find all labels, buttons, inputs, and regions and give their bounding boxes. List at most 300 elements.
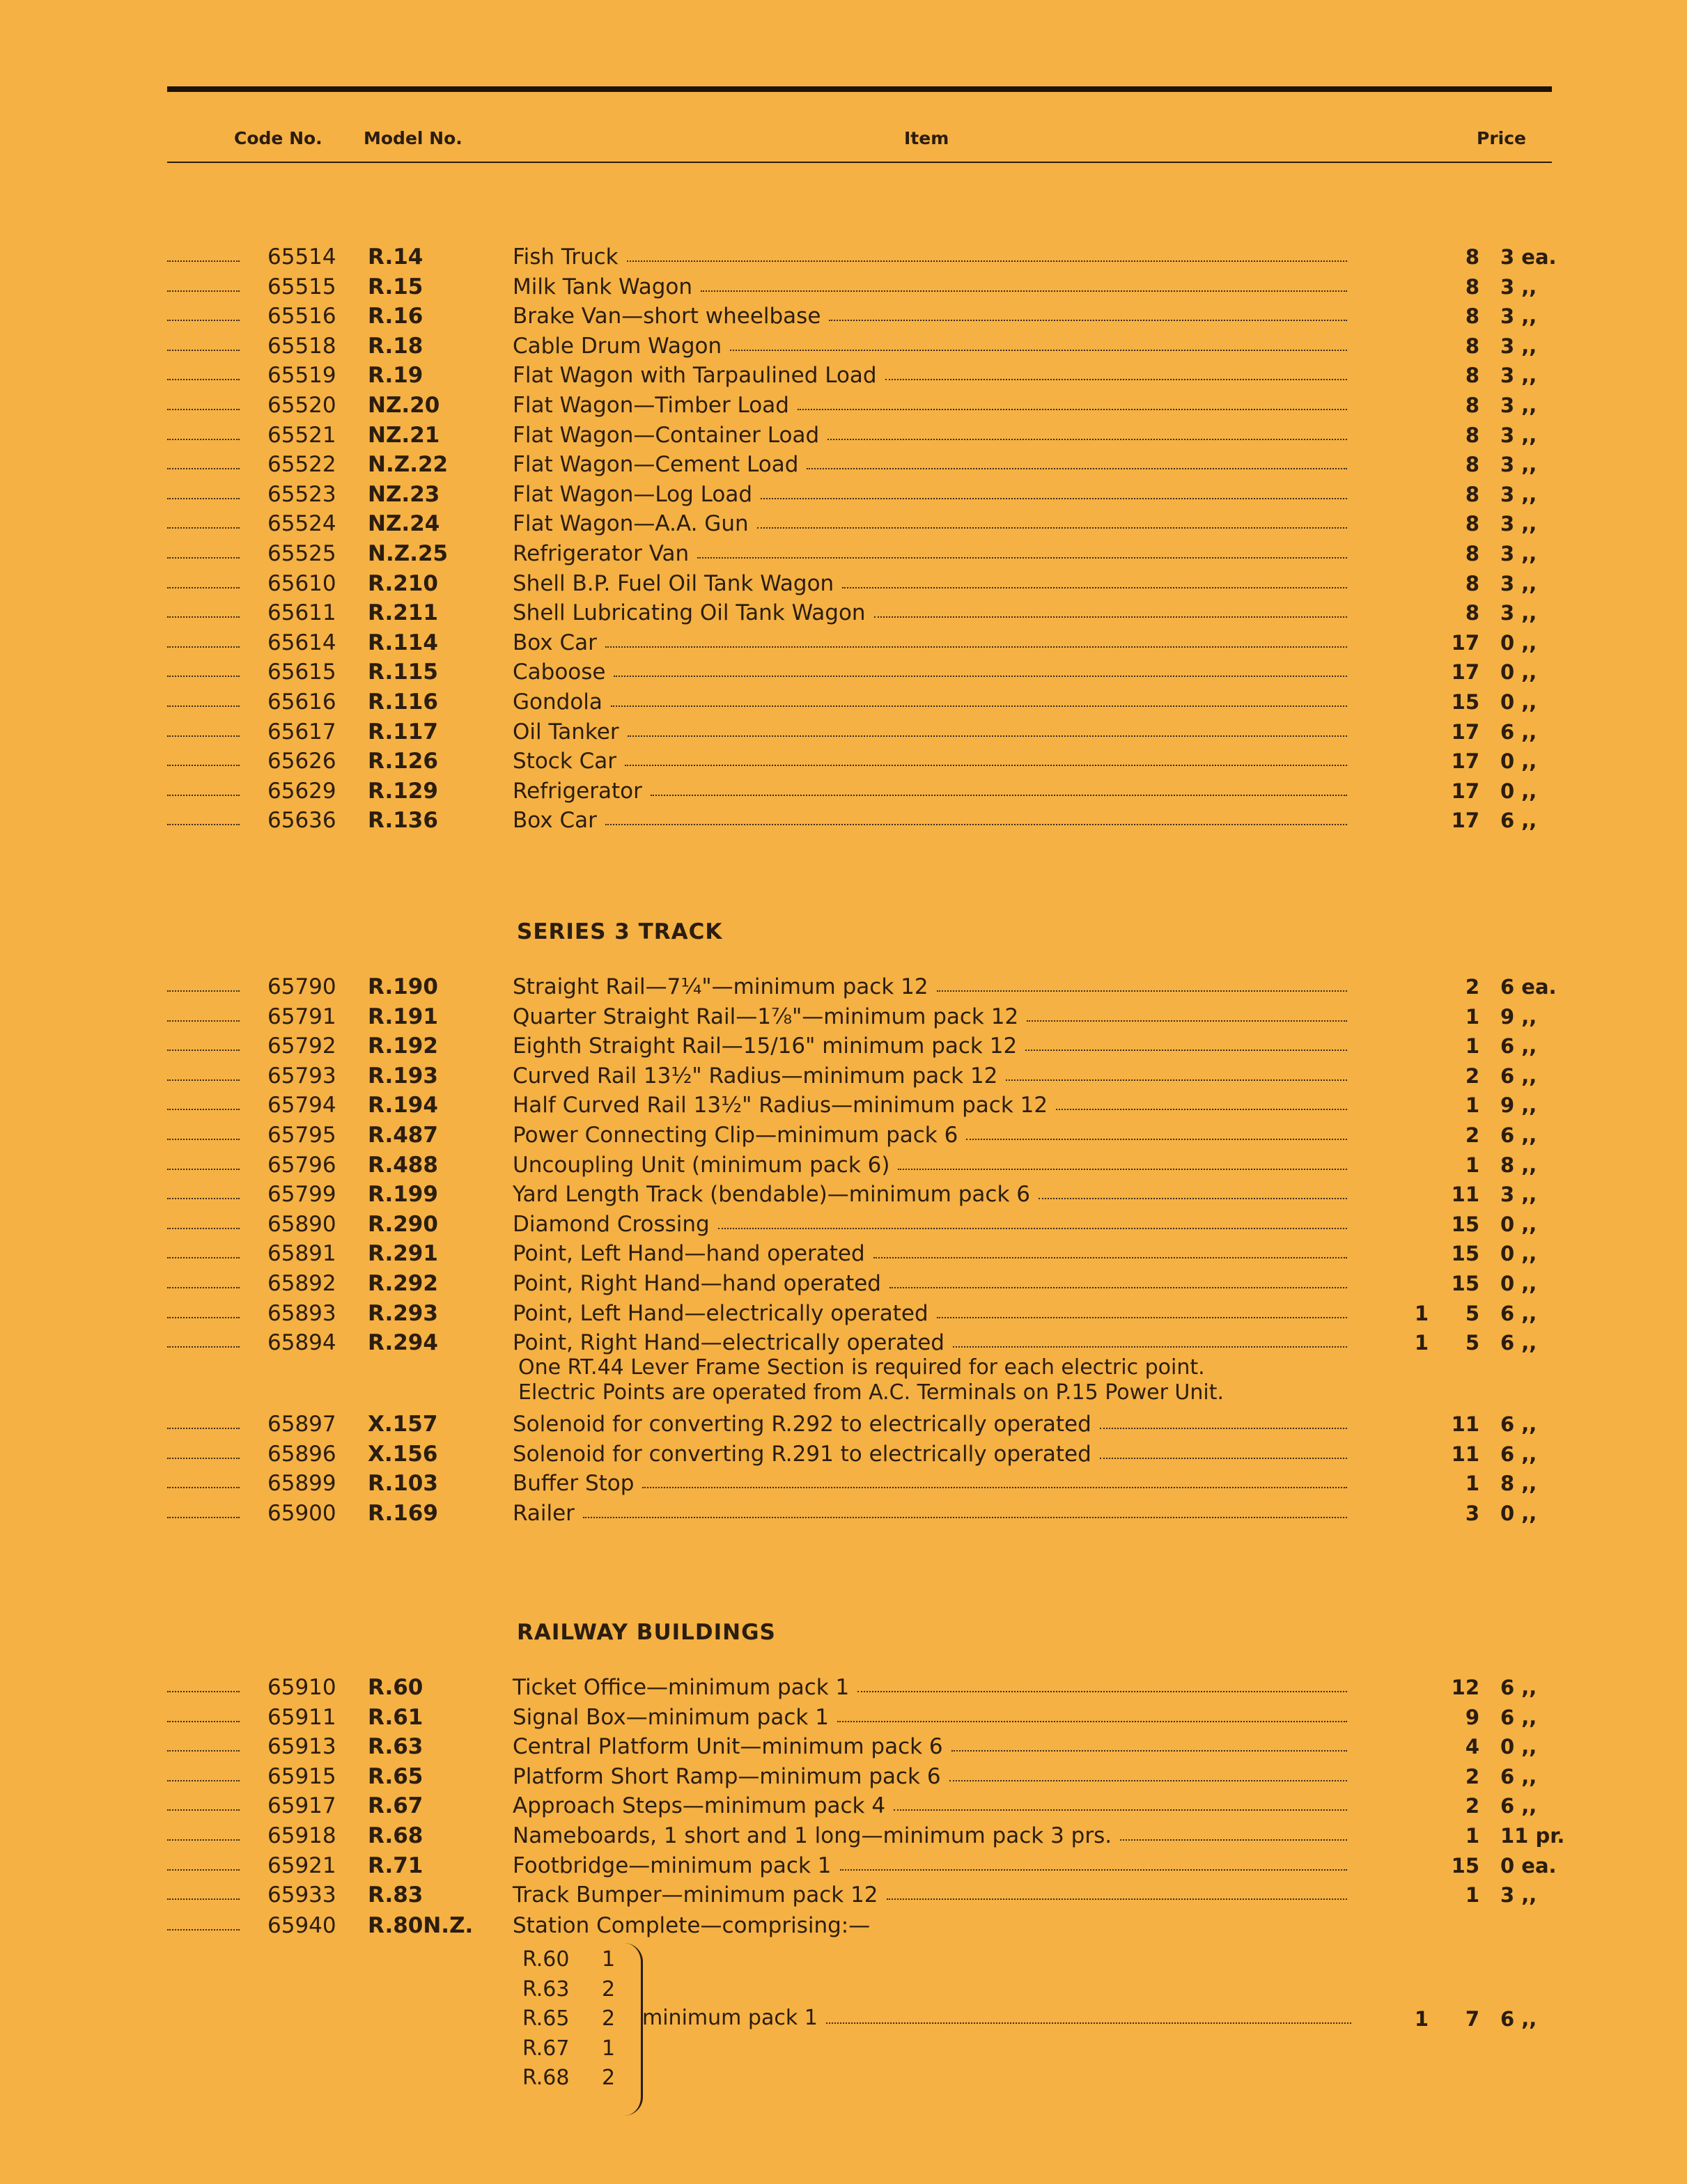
- order-qty-blank[interactable]: [167, 1911, 240, 1940]
- order-qty-blank[interactable]: [167, 1673, 240, 1702]
- order-qty-blank[interactable]: [167, 1328, 240, 1357]
- table-row: [0, 1410, 1687, 1439]
- code-no: 65790: [267, 974, 336, 999]
- component-qty: 2: [602, 1976, 616, 2002]
- item-text: Shell B.P. Fuel Oil Tank Wagon: [513, 569, 842, 598]
- order-qty-blank[interactable]: [167, 1791, 240, 1820]
- item-desc: [513, 777, 1347, 806]
- price-shillings: 15: [1451, 1212, 1479, 1236]
- item-text: Half Curved Rail 13½" Radius—minimum pack 12: [513, 1091, 1056, 1120]
- table-row: [0, 1469, 1687, 1498]
- table-row: [0, 421, 1687, 450]
- station-pack: minimum pack 1: [642, 2006, 818, 2030]
- order-qty-blank[interactable]: [167, 687, 240, 717]
- item-text: Quarter Straight Rail—1⅞"—minimum pack 12: [513, 1002, 1027, 1031]
- item-desc: [513, 1061, 1347, 1091]
- table-row: [0, 361, 1687, 390]
- dot-leader: [625, 747, 1347, 766]
- order-qty-blank[interactable]: [167, 1180, 240, 1209]
- item-text: Railer: [513, 1499, 583, 1528]
- price-pence: 9 ,,: [1500, 1004, 1537, 1029]
- table-row: [0, 657, 1687, 687]
- item-desc: [513, 1269, 1347, 1298]
- price-pence: 3 ,,: [1500, 453, 1537, 477]
- table-row: [0, 1121, 1687, 1150]
- price-pence: 0 ,,: [1500, 660, 1537, 685]
- table-row: [0, 1031, 1687, 1061]
- item-text: Fish Truck: [513, 242, 627, 272]
- price-pence: 6 ,,: [1500, 1442, 1537, 1466]
- price-shillings: 8: [1465, 512, 1479, 536]
- dot-leader: [937, 1299, 1347, 1318]
- dot-leader: [798, 391, 1347, 410]
- order-qty-blank[interactable]: [167, 1821, 240, 1850]
- price-pounds: 1: [1414, 1301, 1429, 1325]
- item-text: Central Platform Unit—minimum pack 6: [513, 1732, 951, 1761]
- table-row: [0, 302, 1687, 331]
- order-qty-blank[interactable]: [167, 569, 240, 598]
- code-no: 65518: [267, 333, 336, 359]
- table-row: [0, 391, 1687, 420]
- table-row: [0, 687, 1687, 717]
- item-text: Uncoupling Unit (minimum pack 6): [513, 1150, 898, 1180]
- table-row: [0, 272, 1687, 302]
- dot-leader: [605, 628, 1347, 648]
- price-shillings: 8: [1465, 542, 1479, 566]
- code-no: 65940: [267, 1913, 336, 1938]
- order-qty-blank[interactable]: [167, 1031, 240, 1061]
- price-pence: 0 ,,: [1500, 1735, 1537, 1759]
- code-no: 65616: [267, 689, 336, 715]
- model-no: R.194: [368, 1093, 438, 1118]
- table-row: [0, 1091, 1687, 1120]
- model-no: R.487: [368, 1123, 438, 1148]
- item-text: Flat Wagon with Tarpaulined Load: [513, 361, 885, 390]
- code-no: 65894: [267, 1330, 336, 1356]
- price-shillings: 17: [1451, 809, 1479, 833]
- price-shillings: 2: [1465, 1764, 1479, 1788]
- price-pence: 3 ,,: [1500, 571, 1537, 595]
- price-pence: 0 ,,: [1500, 1272, 1537, 1295]
- dot-leader: [949, 1762, 1347, 1781]
- item-desc: [513, 1499, 1347, 1528]
- price-pence: 6 ,,: [1500, 1063, 1537, 1088]
- table-row: [0, 539, 1687, 568]
- header-code: Code No.: [234, 128, 322, 148]
- price-shillings: 8: [1465, 334, 1479, 358]
- order-qty-blank[interactable]: [167, 450, 240, 479]
- code-no: 65636: [267, 808, 336, 834]
- order-qty-blank[interactable]: [167, 1210, 240, 1239]
- price-shillings: 1: [1465, 1004, 1479, 1029]
- table-row: [0, 1703, 1687, 1732]
- order-qty-blank[interactable]: [167, 1410, 240, 1439]
- order-qty-blank[interactable]: [167, 1299, 240, 1328]
- dot-leader: [837, 1703, 1347, 1722]
- price-pence: 9 ,,: [1500, 1093, 1537, 1118]
- code-no: 65910: [267, 1675, 336, 1700]
- price-pence: 6 ,,: [1500, 1301, 1537, 1325]
- item-text: Shell Lubricating Oil Tank Wagon: [513, 598, 874, 627]
- model-no: R.117: [368, 719, 438, 744]
- item-desc: [513, 332, 1347, 361]
- dot-leader: [605, 806, 1347, 825]
- dot-leader: [1025, 1031, 1347, 1051]
- item-desc: [513, 1239, 1347, 1268]
- item-desc: [513, 747, 1347, 776]
- dot-leader: [1039, 1180, 1347, 1199]
- price-pence: 3 ,,: [1500, 1883, 1537, 1908]
- dot-leader: [889, 1269, 1347, 1288]
- price-pence: 3 ,,: [1500, 274, 1537, 299]
- price-pence: 6 ,,: [1500, 1331, 1537, 1355]
- dot-leader: [1120, 1821, 1347, 1841]
- item-desc: [513, 242, 1347, 272]
- model-no: R.67: [368, 1793, 423, 1819]
- price-pence: 0 ,,: [1500, 749, 1537, 774]
- item-desc: [513, 450, 1347, 479]
- model-no: R.294: [368, 1330, 438, 1356]
- code-no: 65629: [267, 778, 336, 804]
- table-row: [0, 332, 1687, 361]
- dot-leader: [583, 1499, 1347, 1518]
- order-qty-blank[interactable]: [167, 391, 240, 420]
- item-desc: [513, 1673, 1347, 1702]
- station-price: [0, 2004, 1687, 2034]
- price-shillings: 8: [1465, 245, 1479, 269]
- model-no: R.14: [368, 244, 423, 270]
- item-text: Box Car: [513, 628, 605, 657]
- item-desc: [513, 272, 1347, 302]
- item-text: Signal Box—minimum pack 1: [513, 1703, 837, 1732]
- price-pence: 3 ,,: [1500, 512, 1537, 536]
- price-pence: 6 ,,: [1500, 1123, 1537, 1147]
- model-no: R.199: [368, 1182, 438, 1208]
- model-no: R.115: [368, 660, 438, 685]
- price-pence: 8 ,,: [1500, 1472, 1537, 1496]
- order-qty-blank[interactable]: [167, 1002, 240, 1031]
- price-shillings: 17: [1451, 749, 1479, 774]
- code-no: 65522: [267, 452, 336, 478]
- price-pence: 3 ,,: [1500, 334, 1537, 358]
- model-no: R.211: [368, 600, 438, 626]
- dot-leader: [628, 717, 1347, 737]
- table-row: [0, 1732, 1687, 1761]
- dot-leader: [642, 1469, 1347, 1488]
- order-qty-blank[interactable]: [167, 1061, 240, 1091]
- dot-leader: [807, 450, 1347, 469]
- order-qty-blank[interactable]: [167, 1269, 240, 1298]
- item-desc: [513, 1469, 1347, 1498]
- item-text: Point, Left Hand—electrically operated: [513, 1299, 937, 1328]
- price-shillings: 7: [1465, 2007, 1479, 2031]
- item-text: Cable Drum Wagon: [513, 332, 730, 361]
- model-no: R.190: [368, 974, 438, 999]
- item-text: Oil Tanker: [513, 717, 628, 747]
- code-no: 65892: [267, 1271, 336, 1296]
- order-qty-blank[interactable]: [167, 242, 240, 272]
- price-shillings: 11: [1451, 1412, 1479, 1436]
- order-qty-blank[interactable]: [167, 361, 240, 390]
- order-qty-blank[interactable]: [167, 806, 240, 835]
- item-text: Milk Tank Wagon: [513, 272, 701, 302]
- model-no: NZ.21: [368, 422, 440, 448]
- dot-leader: [840, 1851, 1348, 1871]
- item-text: Buffer Stop: [513, 1469, 642, 1498]
- model-no: R.71: [368, 1852, 423, 1878]
- price-pounds: 1: [1414, 2007, 1429, 2031]
- order-qty-blank[interactable]: [167, 272, 240, 302]
- model-no: R.169: [368, 1500, 438, 1526]
- item-desc: [513, 361, 1347, 390]
- table-row: [0, 972, 1687, 1001]
- dot-leader: [718, 1210, 1347, 1229]
- price-shillings: 1: [1465, 1153, 1479, 1177]
- price-shillings: 8: [1465, 274, 1479, 299]
- code-no: 65897: [267, 1412, 336, 1437]
- table-row: [0, 1762, 1687, 1791]
- item-text: Point, Right Hand—hand operated: [513, 1269, 889, 1298]
- model-no: R.61: [368, 1704, 423, 1730]
- table-row: [0, 1673, 1687, 1702]
- code-no: 65523: [267, 481, 336, 507]
- code-no: 65626: [267, 749, 336, 774]
- table-row: [0, 717, 1687, 747]
- table-row: [0, 242, 1687, 272]
- price-pence: 6 ,,: [1500, 1794, 1537, 1818]
- item-desc: [513, 1150, 1347, 1180]
- item-desc: [513, 1732, 1347, 1761]
- code-no: 65794: [267, 1093, 336, 1118]
- note-line-2: Electric Points are operated from A.C. Terminals on P.15 Power Unit.: [518, 1380, 1225, 1405]
- order-qty-blank[interactable]: [167, 1732, 240, 1761]
- code-no: 65617: [267, 719, 336, 744]
- item-desc: [513, 717, 1347, 747]
- price-pence: 3 ea.: [1500, 245, 1557, 269]
- order-qty-blank[interactable]: [167, 421, 240, 450]
- order-qty-blank[interactable]: [167, 1851, 240, 1880]
- item-desc: [513, 1210, 1347, 1239]
- dot-leader: [873, 1239, 1347, 1258]
- table-row: [0, 1002, 1687, 1031]
- table-row: [0, 806, 1687, 835]
- item-text: Flat Wagon—Container Load: [513, 421, 827, 450]
- model-no: NZ.24: [368, 511, 440, 537]
- price-shillings: 17: [1451, 779, 1479, 803]
- header-rule: [167, 162, 1552, 163]
- price-shillings: 8: [1465, 601, 1479, 625]
- item-desc: [513, 1821, 1347, 1850]
- item-text: Box Car: [513, 806, 605, 835]
- dot-leader: [827, 421, 1347, 440]
- dot-leader: [953, 1328, 1347, 1348]
- price-pounds: 1: [1414, 1331, 1429, 1355]
- code-no: 65921: [267, 1852, 336, 1878]
- order-qty-blank[interactable]: [167, 628, 240, 657]
- dot-leader: [829, 302, 1347, 321]
- item-text: Track Bumper—minimum pack 12: [513, 1880, 887, 1910]
- model-no: R.80N.Z.: [368, 1913, 474, 1938]
- price-pence: 0 ,,: [1500, 690, 1537, 714]
- item-desc: [513, 1762, 1347, 1791]
- order-qty-blank[interactable]: [167, 777, 240, 806]
- model-no: R.16: [368, 304, 423, 329]
- dot-leader: [697, 539, 1347, 559]
- order-qty-blank[interactable]: [167, 1239, 240, 1268]
- code-no: 65796: [267, 1152, 336, 1178]
- order-qty-blank[interactable]: [167, 1469, 240, 1498]
- table-row: [0, 1299, 1687, 1328]
- item-text: Eighth Straight Rail—15/16" minimum pack 12: [513, 1031, 1025, 1061]
- table-row: [0, 450, 1687, 479]
- price-pence: 3 ,,: [1500, 364, 1537, 388]
- model-no: R.488: [368, 1152, 438, 1178]
- dot-leader: [1006, 1061, 1347, 1081]
- price-shillings: 8: [1465, 453, 1479, 477]
- code-no: 65615: [267, 660, 336, 685]
- order-qty-blank[interactable]: [167, 1762, 240, 1791]
- price-shillings: 9: [1465, 1705, 1479, 1729]
- order-qty-blank[interactable]: [167, 1121, 240, 1150]
- dot-leader: [885, 361, 1347, 380]
- item-desc: [513, 1002, 1347, 1031]
- code-no: 65933: [267, 1882, 336, 1908]
- item-desc: [513, 628, 1347, 657]
- price-shillings: 17: [1451, 660, 1479, 685]
- order-qty-blank[interactable]: [167, 598, 240, 627]
- code-no: 65896: [267, 1441, 336, 1467]
- item-text: Flat Wagon—Cement Load: [513, 450, 807, 479]
- price-pence: 3 ,,: [1500, 482, 1537, 506]
- item-desc: [513, 1703, 1347, 1732]
- code-no: 65793: [267, 1063, 336, 1089]
- price-shillings: 8: [1465, 571, 1479, 595]
- model-no: R.290: [368, 1211, 438, 1237]
- item-desc: [513, 1410, 1347, 1439]
- item-text: Solenoid for converting R.291 to electrically operated: [513, 1440, 1100, 1469]
- order-qty-blank[interactable]: [167, 332, 240, 361]
- model-no: R.210: [368, 570, 438, 596]
- code-no: 65610: [267, 570, 336, 596]
- code-no: 65795: [267, 1123, 336, 1148]
- model-no: NZ.23: [368, 481, 440, 507]
- item-desc: [513, 806, 1347, 835]
- price-pence: 6 ,,: [1500, 809, 1537, 833]
- item-text: Footbridge—minimum pack 1: [513, 1851, 840, 1880]
- table-row: [0, 1239, 1687, 1268]
- price-pence: 3 ,,: [1500, 423, 1537, 447]
- price-shillings: 15: [1451, 690, 1479, 714]
- table-row: [0, 1150, 1687, 1180]
- section-title-buildings: RAILWAY BUILDINGS: [517, 1620, 776, 1645]
- order-qty-blank[interactable]: [167, 1703, 240, 1732]
- code-no: 65911: [267, 1704, 336, 1730]
- order-qty-blank[interactable]: [167, 717, 240, 747]
- table-row: [0, 628, 1687, 657]
- code-no: 65611: [267, 600, 336, 626]
- price-shillings: 17: [1451, 630, 1479, 655]
- dot-leader: [1027, 1002, 1347, 1022]
- component-model: R.68: [522, 2066, 570, 2091]
- order-qty-blank[interactable]: [167, 480, 240, 509]
- item-desc: [513, 569, 1347, 598]
- order-qty-blank[interactable]: [167, 1880, 240, 1910]
- price-pence: 0 ,,: [1500, 1501, 1537, 1525]
- item-text: Nameboards, 1 short and 1 long—minimum pack 3 prs.: [513, 1821, 1120, 1850]
- model-no: R.129: [368, 778, 438, 804]
- dot-leader: [651, 777, 1347, 796]
- component-model: R.60: [522, 1947, 570, 1972]
- model-no: R.19: [368, 363, 423, 389]
- top-rule: [167, 86, 1552, 92]
- order-qty-blank[interactable]: [167, 539, 240, 568]
- item-desc: [513, 1180, 1347, 1209]
- code-no: 65521: [267, 422, 336, 448]
- code-no: 65900: [267, 1500, 336, 1526]
- item-text: Caboose: [513, 657, 614, 687]
- item-text: Refrigerator Van: [513, 539, 697, 568]
- order-qty-blank[interactable]: [167, 1091, 240, 1120]
- order-qty-blank[interactable]: [167, 747, 240, 776]
- price-pence: 6 ,,: [1500, 1676, 1537, 1699]
- item-text: Point, Right Hand—electrically operated: [513, 1328, 953, 1357]
- station-row: [0, 1911, 1687, 1940]
- item-desc: [513, 1121, 1347, 1150]
- price-pence: 3 ,,: [1500, 304, 1537, 329]
- item-desc: [513, 1031, 1347, 1061]
- component-qty: 1: [602, 2036, 616, 2061]
- model-no: R.15: [368, 274, 423, 299]
- code-no: 65614: [267, 630, 336, 655]
- order-qty-blank[interactable]: [167, 509, 240, 538]
- price-pence: 0 ,,: [1500, 779, 1537, 803]
- order-qty-blank[interactable]: [167, 972, 240, 1001]
- dot-leader: [1056, 1091, 1347, 1110]
- price-pence: 6 ,,: [1500, 1764, 1537, 1788]
- price-shillings: 8: [1465, 423, 1479, 447]
- table-row: [0, 1880, 1687, 1910]
- order-qty-blank[interactable]: [167, 302, 240, 331]
- price-shillings: 11: [1451, 1183, 1479, 1207]
- price-shillings: 17: [1451, 719, 1479, 744]
- table-row: [0, 598, 1687, 627]
- header-price: Price: [1477, 128, 1526, 148]
- price-pence: 6 ,,: [1500, 2007, 1537, 2031]
- price-shillings: 8: [1465, 393, 1479, 417]
- item-text: Approach Steps—minimum pack 4: [513, 1791, 894, 1820]
- item-text: Point, Left Hand—hand operated: [513, 1239, 873, 1268]
- code-no: 65520: [267, 393, 336, 418]
- order-qty-blank[interactable]: [167, 1440, 240, 1469]
- model-no: R.191: [368, 1004, 438, 1029]
- item-text: Diamond Crossing: [513, 1210, 718, 1239]
- dot-leader: [1100, 1440, 1347, 1459]
- price-pence: 0 ,,: [1500, 1242, 1537, 1266]
- item-desc: [513, 1328, 1347, 1357]
- table-row: [0, 1821, 1687, 1850]
- price-shillings: 2: [1465, 1063, 1479, 1088]
- price-pence: 3 ,,: [1500, 542, 1537, 566]
- price-shillings: 8: [1465, 482, 1479, 506]
- order-qty-blank[interactable]: [167, 1150, 240, 1180]
- component-model: R.63: [522, 1976, 570, 2002]
- component-model: R.65: [522, 2006, 570, 2031]
- item-desc: [513, 539, 1347, 568]
- order-qty-blank[interactable]: [167, 657, 240, 687]
- order-qty-blank[interactable]: [167, 1499, 240, 1528]
- code-no: 65524: [267, 511, 336, 537]
- model-no: R.292: [368, 1271, 438, 1296]
